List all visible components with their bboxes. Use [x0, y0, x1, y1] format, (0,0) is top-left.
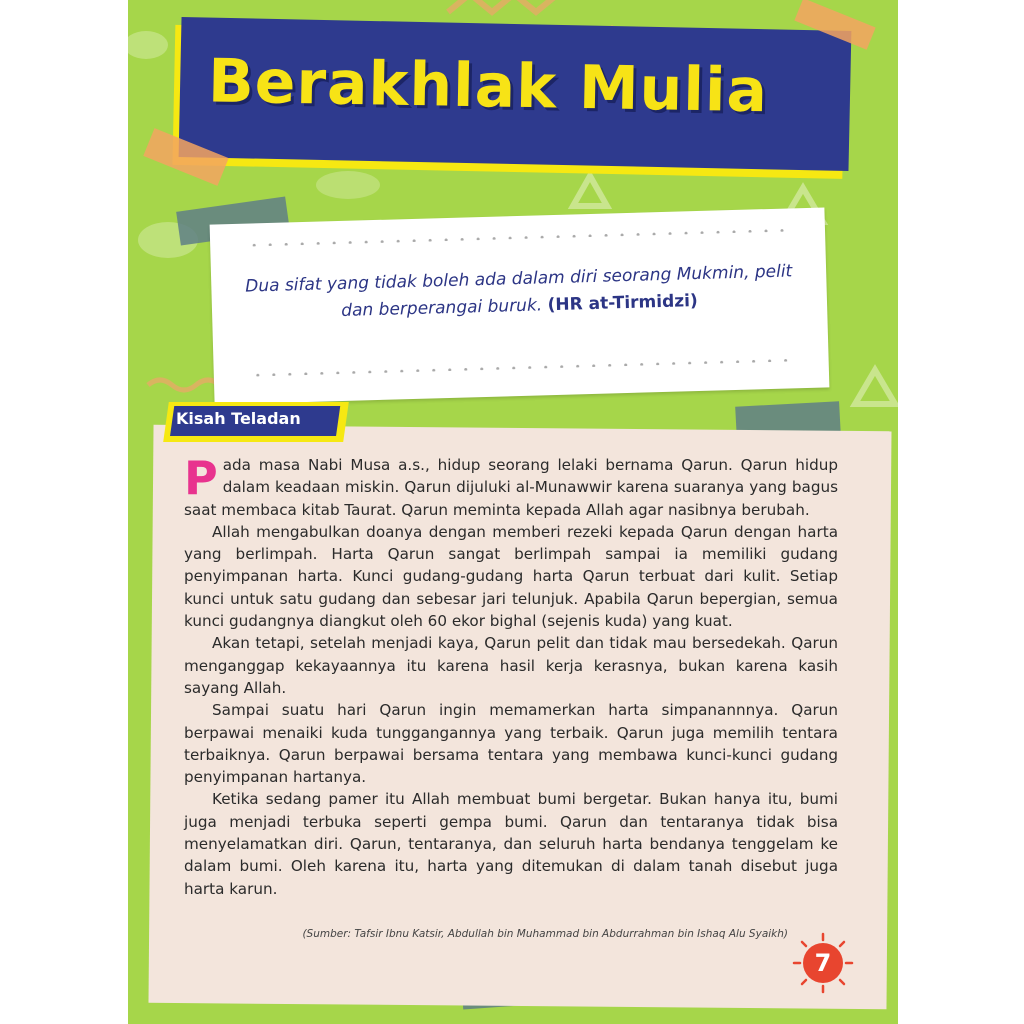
book-page	[128, 0, 898, 1024]
story-paragraph: Allah mengabulkan doanya dengan memberi rezeki kepada Qarun dengan harta yang berlimpah. Harta Qarun sangat berlimpah sampai ia memiliki gudang penyimpanan harta. Kunci gudang-gudang harta Qarun terbuat dari kulit. Setiap kunci untuk satu gudang dan sebesar jari telunjuk. Apabila Qarun bepergian, semua kunci gudangnya diangkut oleh 60 ekor bighal (sejenis kuda) yang kuat.	[184, 522, 838, 631]
story-paragraph: Sampai suatu hari Qarun ingin memamerkan harta simpanannnya. Qarun berpawai menaiki kuda tunggangannya yang terbaik. Qarun juga memilih tentara terbaiknya. Qarun berpawai bersama tentara yang membawa kunci-kunci gudang penyimpanan hartanya.	[184, 701, 838, 787]
dotted-line	[246, 228, 789, 246]
story-text	[184, 451, 838, 900]
story-paragraph: Akan tetapi, setelah menjadi kaya, Qarun pelit dan tidak mau bersedekah. Qarun menganggap kekayaannya itu karena hasil kerja kerasnya, bukan karena kasih sayang Allah.	[184, 634, 838, 697]
triangle-decoration	[573, 176, 607, 206]
dotted-line	[250, 358, 793, 376]
zigzag-decoration	[448, 0, 558, 12]
section-label: Kisah Teladan	[176, 409, 301, 428]
blob-decoration	[128, 31, 168, 59]
page-number: 7	[803, 943, 843, 983]
wave-decoration	[148, 380, 220, 390]
hadith-quote	[241, 258, 797, 327]
quote-reference: (HR at-Tirmidzi)	[547, 291, 698, 316]
story-paragraph: Ketika sedang pamer itu Allah membuat bumi bergetar. Bukan hanya itu, bumi juga menjadi terbuka seperti gempa bumi. Qarun dan tentaranya tidak bisa menyelamatkan diri. Qarun, tentaranya, dan seluruh harta bendanya tenggelam ke dalam bumi. Oleh karena itu, harta yang ditemukan di dalam tanah disebut juga harta karun.	[184, 790, 838, 898]
quote-text: Dua sifat yang tidak boleh ada dalam diri seorang Mukmin, pelit dan berperangai buruk.	[244, 261, 793, 321]
blob-decoration	[316, 171, 380, 199]
story-paragraph: Pada masa Nabi Musa a.s., hidup seorang lelaki bernama Qarun. Qarun hidup dalam keadaan miskin. Qarun dijuluki al-Munawwir karena suaranya yang bagus saat membaca kitab Taurat. Qarun meminta kepada Allah agar nasibnya berubah.	[184, 451, 838, 519]
page-number-badge	[792, 932, 854, 994]
page-title: Berakhlak Mulia	[207, 46, 769, 127]
story-source: (Sumber: Tafsir Ibnu Katsir, Abdullah bin Muhammad bin Abdurrahman bin Ishaq Alu Syaikh)	[302, 928, 788, 940]
hadith-quote-card	[210, 207, 830, 404]
drop-cap: P	[184, 451, 218, 505]
triangle-decoration	[855, 370, 895, 404]
